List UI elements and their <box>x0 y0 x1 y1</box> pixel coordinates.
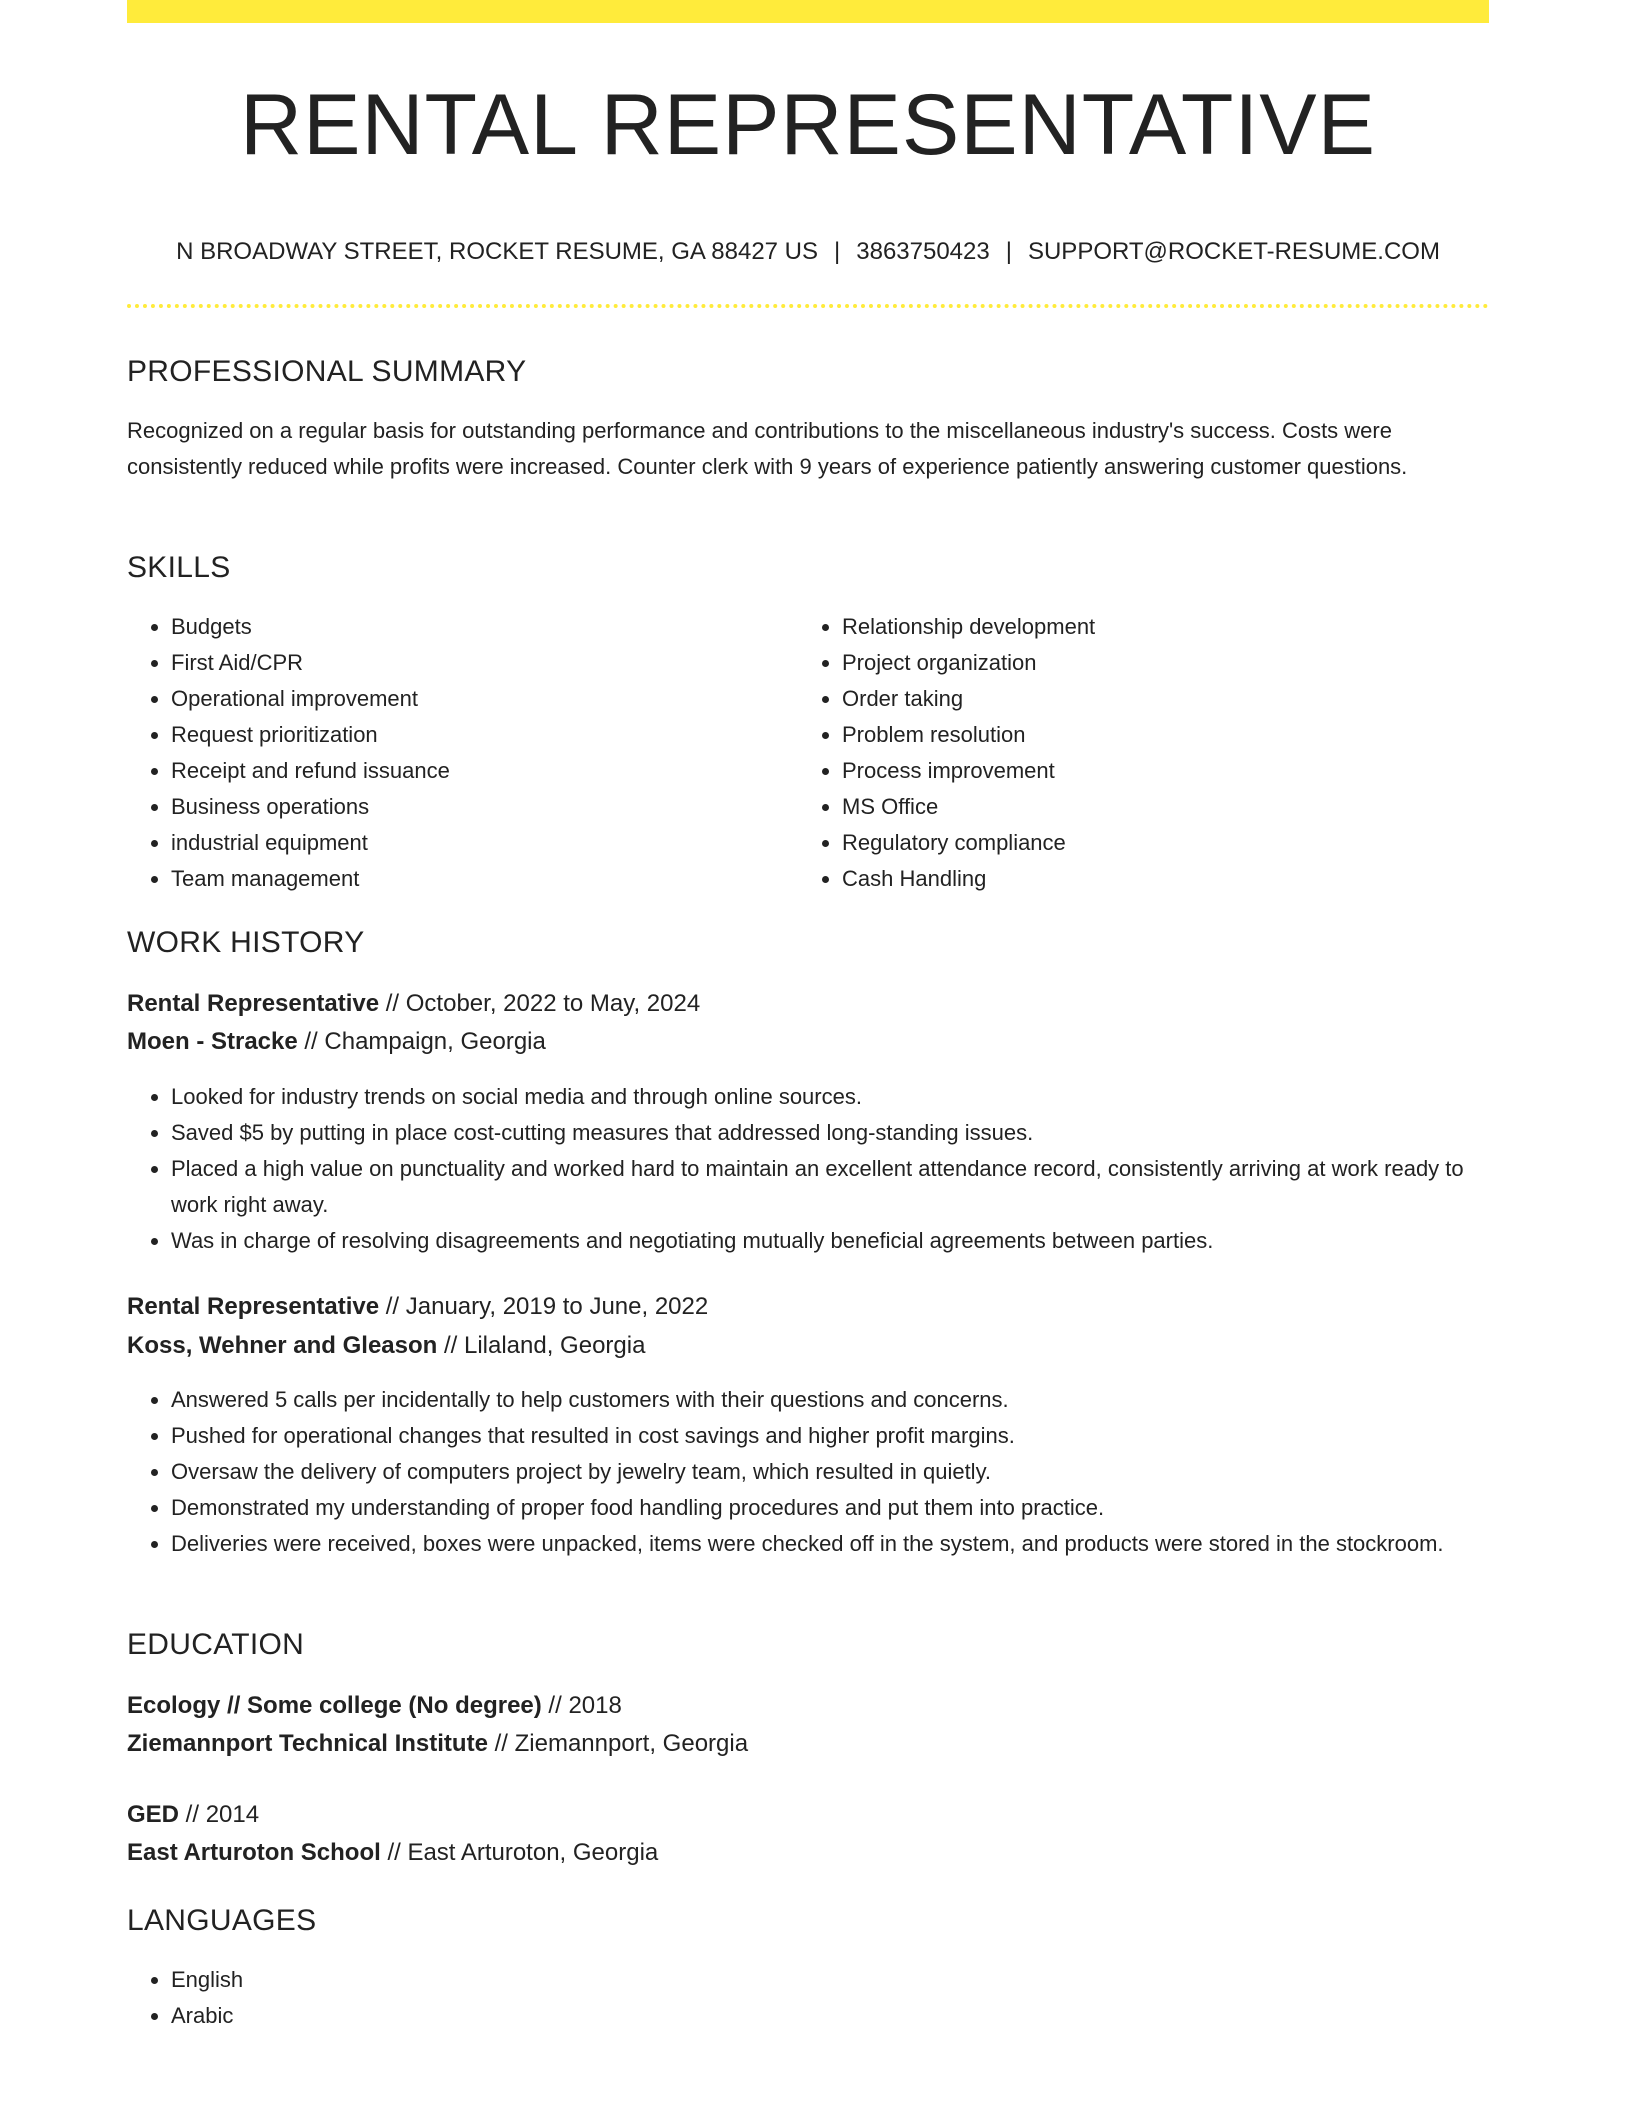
contact-separator: | <box>1005 238 1012 265</box>
education-1-school: Ziemannport Technical Institute <box>127 1730 488 1757</box>
summary-heading: PROFESSIONAL SUMMARY <box>127 355 527 388</box>
languages-list <box>127 1962 791 2034</box>
education-heading: EDUCATION <box>127 1628 305 1661</box>
education-2-school: East Arturoton School <box>127 1839 381 1866</box>
skill-item: • Request prioritization <box>171 717 791 753</box>
job-2-location: // Lilaland, Georgia <box>437 1332 646 1359</box>
skills-list-left <box>127 609 791 897</box>
job-bullet: • Saved $5 by putting in place cost-cutting measures that addressed long-standing issues. <box>171 1115 1489 1151</box>
summary-text: Recognized on a regular basis for outstanding performance and contributions to the miscellaneous industry's success. Costs were consistently reduced while profits were increased. Counter clerk with 9 years of experience patiently answering customer questions. <box>127 418 1408 479</box>
job-2-bullets <box>127 1382 1489 1562</box>
job-bullet: • Demonstrated my understanding of proper food handling procedures and put them into practice. <box>171 1490 1489 1526</box>
education-1-location: // Ziemannport, Georgia <box>487 1730 749 1757</box>
job-bullet: • Looked for industry trends on social media and through online sources. <box>171 1079 1489 1115</box>
education-2-location: // East Arturoton, Georgia <box>380 1839 659 1866</box>
job-2-company-line <box>127 1332 645 1361</box>
skills-heading: SKILLS <box>127 551 231 584</box>
job-1-location: // Champaign, Georgia <box>297 1028 546 1055</box>
skill-item: • Cash Handling <box>842 861 1492 897</box>
skill-item: • MS Office <box>842 789 1492 825</box>
job-1-bullets <box>127 1079 1489 1259</box>
skill-item: • Project organization <box>842 645 1492 681</box>
dotted-divider <box>127 304 1489 308</box>
language-item: • Arabic <box>171 1998 791 2034</box>
job-1-title-line <box>127 990 700 1019</box>
job-bullet: • Placed a high value on punctuality and worked hard to maintain an excellent attendance record, consistently arriving at work ready to work right away. <box>171 1151 1489 1223</box>
job-bullet: • Oversaw the delivery of computers project by jewelry team, which resulted in quietly. <box>171 1454 1489 1490</box>
language-item: • English <box>171 1962 791 1998</box>
contact-line <box>127 238 1489 267</box>
education-1-year: // 2018 <box>541 1692 622 1719</box>
candidate-title: RENTAL REPRESENTATIVE <box>239 77 1377 173</box>
skill-item: • Operational improvement <box>171 681 791 717</box>
education-1-degree-line <box>127 1692 622 1721</box>
education-2-school-line <box>127 1839 658 1868</box>
job-bullet: • Pushed for operational changes that resulted in cost savings and higher profit margins. <box>171 1418 1489 1454</box>
job-2-dates: // January, 2019 to June, 2022 <box>379 1293 709 1320</box>
education-2-degree-line <box>127 1801 259 1830</box>
job-1-company: Moen - Stracke <box>127 1028 298 1055</box>
skill-item: • Process improvement <box>842 753 1492 789</box>
job-1-company-line <box>127 1028 546 1057</box>
contact-address: N BROADWAY STREET, ROCKET RESUME, GA 88427 US <box>176 238 819 265</box>
job-1-role: Rental Representative <box>127 990 380 1017</box>
contact-separator: | <box>834 238 841 265</box>
education-1-degree: Ecology // Some college (No degree) <box>127 1692 542 1719</box>
job-bullet: • Deliveries were received, boxes were unpacked, items were checked off in the system, and products were stored in the stockroom. <box>171 1526 1489 1562</box>
skill-item: • Regulatory compliance <box>842 825 1492 861</box>
skill-item: • Budgets <box>171 609 791 645</box>
skill-item: • Team management <box>171 861 791 897</box>
accent-top-bar <box>127 0 1489 23</box>
skill-item: • Relationship development <box>842 609 1492 645</box>
education-2-year: // 2014 <box>179 1801 260 1828</box>
job-2-title-line <box>127 1293 708 1322</box>
job-1-dates: // October, 2022 to May, 2024 <box>379 990 701 1017</box>
skill-item: • First Aid/CPR <box>171 645 791 681</box>
skill-item: • Problem resolution <box>842 717 1492 753</box>
skill-item: • Receipt and refund issuance <box>171 753 791 789</box>
languages-heading: LANGUAGES <box>127 1904 317 1937</box>
skill-item: • industrial equipment <box>171 825 791 861</box>
job-bullet: • Answered 5 calls per incidentally to help customers with their questions and concerns. <box>171 1382 1489 1418</box>
skill-item: • Order taking <box>842 681 1492 717</box>
job-2-role: Rental Representative <box>127 1293 380 1320</box>
contact-email[interactable]: SUPPORT@ROCKET-RESUME.COM <box>1027 238 1440 265</box>
skills-list-right <box>798 609 1492 897</box>
job-2-company: Koss, Wehner and Gleason <box>127 1332 438 1359</box>
work-history-heading: WORK HISTORY <box>127 926 365 959</box>
education-1-school-line <box>127 1730 748 1759</box>
job-bullet: • Was in charge of resolving disagreements and negotiating mutually beneficial agreements between parties. <box>171 1223 1489 1259</box>
contact-phone: 3863750423 <box>856 238 990 265</box>
education-2-degree: GED <box>127 1801 180 1828</box>
skill-item: • Business operations <box>171 789 791 825</box>
